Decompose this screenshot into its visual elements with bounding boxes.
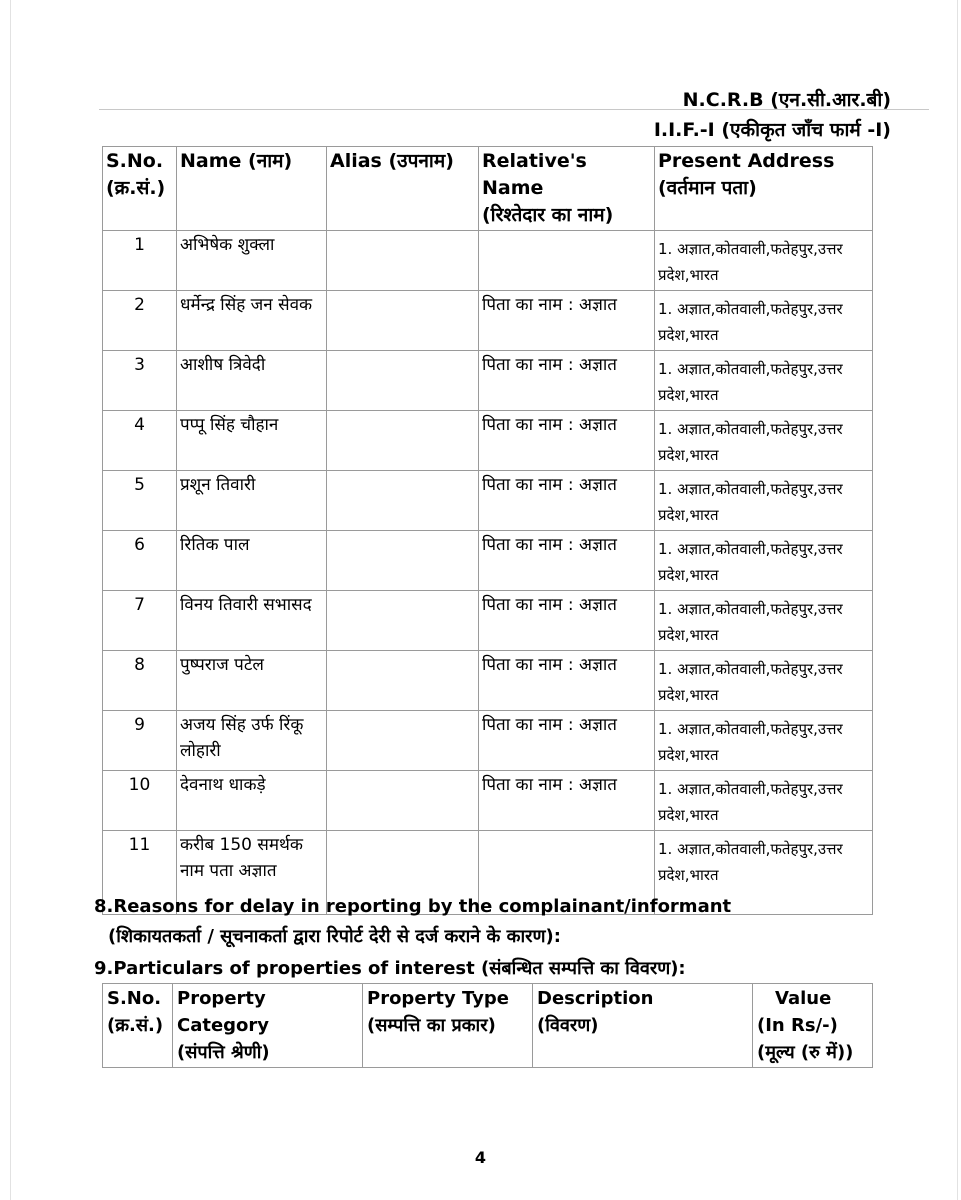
row-relative: पिता का नाम : अज्ञात — [479, 351, 655, 411]
row-name: करीब 150 समर्थक नाम पता अज्ञात — [177, 831, 327, 915]
row-name: देवनाथ धाकड़े — [177, 771, 327, 831]
prop-col-sno-label: S.No. — [107, 988, 162, 1009]
row-address: 1. अज्ञात,कोतवाली,फतेहपुर,उत्तर प्रदेश,भारत — [655, 591, 873, 651]
row-address: 1. अज्ञात,कोतवाली,फतेहपुर,उत्तर प्रदेश,भारत — [655, 291, 873, 351]
section8-title: 8.Reasons for delay in reporting by the complainant/informant — [94, 896, 732, 917]
prop-col-description-label-hi: (विवरण) — [537, 1015, 599, 1036]
prop-col-category-label2: Category — [177, 1015, 270, 1036]
table-row — [103, 351, 873, 411]
row-name: आशीष त्रिवेदी — [177, 351, 327, 411]
row-address: 1. अज्ञात,कोतवाली,फतेहपुर,उत्तर प्रदेश,भारत — [655, 771, 873, 831]
row-name: विनय तिवारी सभासद — [177, 591, 327, 651]
row-alias — [327, 591, 479, 651]
col-relative-label-hi: (रिश्तेदार का नाम) — [482, 204, 614, 226]
table-row — [103, 591, 873, 651]
section9-title: 9.Particulars of properties of interest (संबन्धित सम्पत्ति का विवरण): — [94, 958, 686, 979]
row-address: 1. अज्ञात,कोतवाली,फतेहपुर,उत्तर प्रदेश,भारत — [655, 471, 873, 531]
row-name: रितिक पाल — [177, 531, 327, 591]
form-heading: I.I.F.-I (एकीकृत जाँच फार्म -I) — [653, 119, 891, 141]
row-alias — [327, 291, 479, 351]
prop-col-sno — [103, 984, 173, 1068]
row-sno: 3 — [103, 351, 177, 411]
page-number: 4 — [474, 1148, 487, 1167]
table-row — [103, 231, 873, 291]
row-relative: पिता का नाम : अज्ञात — [479, 771, 655, 831]
row-sno: 6 — [103, 531, 177, 591]
property-table-header — [103, 984, 873, 1068]
row-sno: 1 — [103, 231, 177, 291]
table-row — [103, 771, 873, 831]
row-sno: 11 — [103, 831, 177, 915]
prop-col-value-label-hi: (मूल्य (रु में)) — [757, 1042, 854, 1063]
col-alias — [327, 147, 479, 231]
prop-col-category-label-hi: (संपत्ति श्रेणी) — [177, 1042, 270, 1063]
row-address: 1. अज्ञात,कोतवाली,फतेहपुर,उत्तर प्रदेश,भारत — [655, 711, 873, 771]
prop-col-type-label: Property Type — [367, 988, 509, 1009]
prop-col-value-unit: (In Rs/-) — [757, 1015, 838, 1036]
row-name: प्रशून तिवारी — [177, 471, 327, 531]
accused-table — [102, 146, 873, 915]
row-sno: 4 — [103, 411, 177, 471]
row-name: धर्मेन्द्र सिंह जन सेवक — [177, 291, 327, 351]
col-name-label: Name (नाम) — [180, 150, 293, 172]
row-name: अभिषेक शुक्ला — [177, 231, 327, 291]
row-alias — [327, 351, 479, 411]
row-alias — [327, 411, 479, 471]
table-row — [103, 711, 873, 771]
row-name: पुष्पराज पटेल — [177, 651, 327, 711]
col-relative — [479, 147, 655, 231]
row-relative: पिता का नाम : अज्ञात — [479, 471, 655, 531]
col-address-label-hi: (वर्तमान पता) — [658, 177, 757, 199]
col-name — [177, 147, 327, 231]
row-sno: 5 — [103, 471, 177, 531]
section8-subtitle: (शिकायतकर्ता / सूचनाकर्ता द्वारा रिपोर्ट देरी से दर्ज कराने के कारण): — [108, 926, 561, 947]
row-address: 1. अज्ञात,कोतवाली,फतेहपुर,उत्तर प्रदेश,भारत — [655, 231, 873, 291]
table-row — [103, 651, 873, 711]
col-sno-label: S.No. — [106, 150, 164, 172]
row-relative: पिता का नाम : अज्ञात — [479, 291, 655, 351]
table-row — [103, 471, 873, 531]
row-relative — [479, 231, 655, 291]
row-sno: 8 — [103, 651, 177, 711]
col-address — [655, 147, 873, 231]
row-alias — [327, 471, 479, 531]
row-relative: पिता का नाम : अज्ञात — [479, 711, 655, 771]
prop-col-category — [173, 984, 363, 1068]
prop-col-type — [363, 984, 533, 1068]
table-row — [103, 531, 873, 591]
header-divider — [99, 109, 929, 110]
prop-col-description — [533, 984, 753, 1068]
row-address: 1. अज्ञात,कोतवाली,फतेहपुर,उत्तर प्रदेश,भारत — [655, 651, 873, 711]
prop-col-value — [753, 984, 873, 1068]
col-sno — [103, 147, 177, 231]
row-relative: पिता का नाम : अज्ञात — [479, 531, 655, 591]
prop-col-description-label: Description — [537, 988, 654, 1009]
row-alias — [327, 531, 479, 591]
property-table — [102, 983, 873, 1068]
accused-table-header — [103, 147, 873, 231]
row-relative: पिता का नाम : अज्ञात — [479, 651, 655, 711]
row-sno: 9 — [103, 711, 177, 771]
row-alias — [327, 651, 479, 711]
row-name: अजय सिंह उर्फ रिंकू लोहारी — [177, 711, 327, 771]
row-sno: 7 — [103, 591, 177, 651]
row-alias — [327, 231, 479, 291]
ncrb-heading: N.C.R.B (एन.सी.आर.बी) — [682, 89, 891, 111]
row-address: 1. अज्ञात,कोतवाली,फतेहपुर,उत्तर प्रदेश,भारत — [655, 411, 873, 471]
table-row — [103, 411, 873, 471]
col-relative-label: Relative's Name — [482, 150, 587, 199]
row-relative: पिता का नाम : अज्ञात — [479, 591, 655, 651]
prop-col-type-label-hi: (सम्पत्ति का प्रकार) — [367, 1015, 496, 1036]
prop-col-sno-label-hi: (क्र.सं.) — [107, 1015, 164, 1036]
row-address: 1. अज्ञात,कोतवाली,फतेहपुर,उत्तर प्रदेश,भारत — [655, 831, 873, 915]
row-sno: 2 — [103, 291, 177, 351]
row-name: पप्पू सिंह चौहान — [177, 411, 327, 471]
col-address-label: Present Address — [658, 150, 835, 172]
row-address: 1. अज्ञात,कोतवाली,फतेहपुर,उत्तर प्रदेश,भारत — [655, 351, 873, 411]
table-row — [103, 291, 873, 351]
col-alias-label: Alias (उपनाम) — [330, 150, 454, 172]
prop-col-value-label: Value — [775, 988, 832, 1009]
row-relative: पिता का नाम : अज्ञात — [479, 411, 655, 471]
row-sno: 10 — [103, 771, 177, 831]
prop-col-category-label: Property — [177, 988, 266, 1009]
row-alias — [327, 711, 479, 771]
row-address: 1. अज्ञात,कोतवाली,फतेहपुर,उत्तर प्रदेश,भारत — [655, 531, 873, 591]
col-sno-label-hi: (क्र.सं.) — [106, 177, 166, 199]
row-alias — [327, 771, 479, 831]
